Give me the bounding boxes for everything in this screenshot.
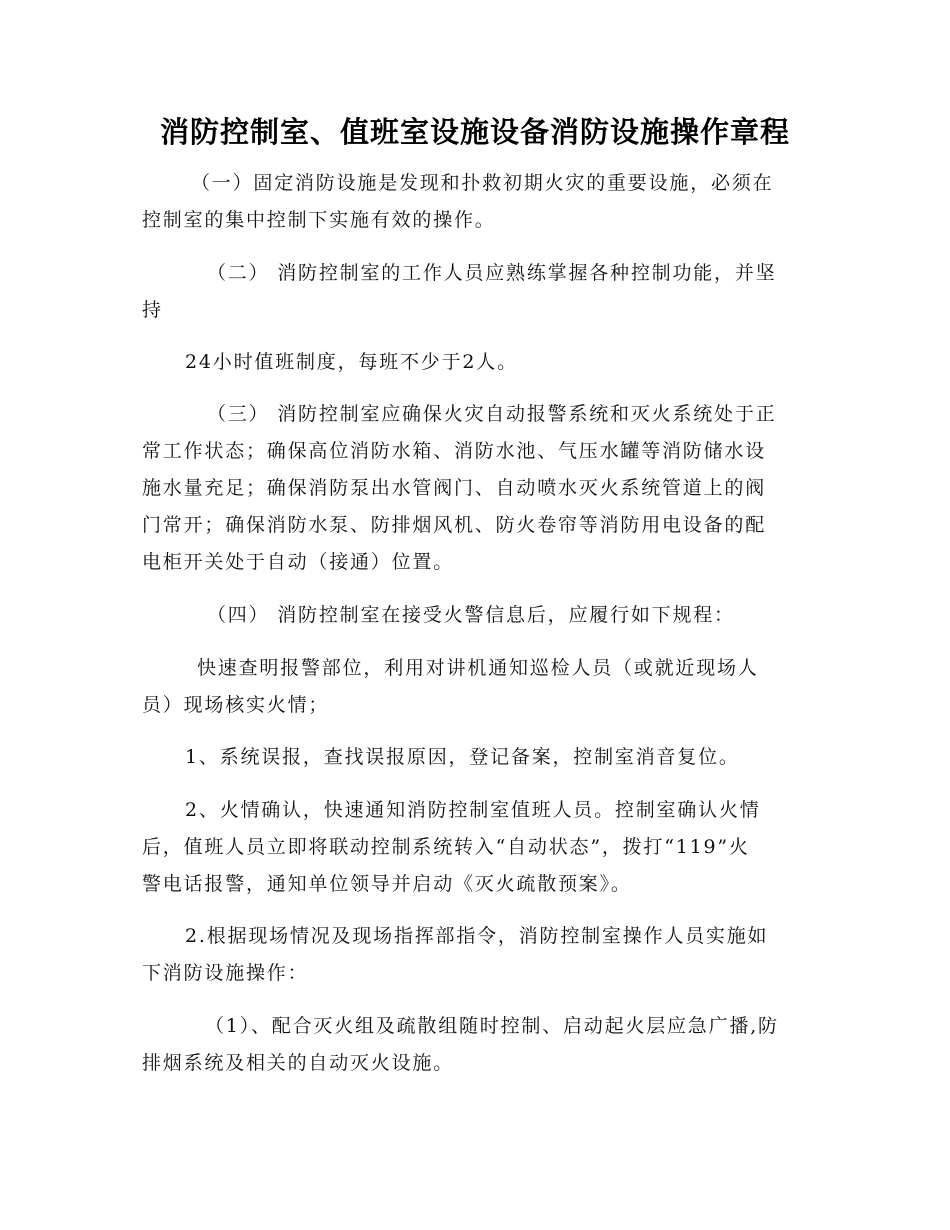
paragraph-8-line-3: 警电话报警，通知单位领导并启动《灭火疏散预案》。 (142, 873, 632, 895)
paragraph-6-line-2: 员）现场核实火情； (142, 694, 330, 716)
paragraph-1-line-1: （一）固定消防设施是发现和扑救初期火灾的重要设施，必须在 (191, 172, 774, 194)
paragraph-2-line-2: 持 (142, 299, 163, 321)
paragraph-10-line-1: （1）、配合灭火组及疏散组随时控制、启动起火层应急广播,防 (205, 1015, 779, 1037)
paragraph-7: 1、系统误报，查找误报原因，登记备案，控制室消音复位。 (185, 746, 740, 768)
paragraph-9-line-2: 下消防设施操作： (142, 962, 309, 984)
paragraph-3: 24小时值班制度，每班不少于2人。 (185, 351, 518, 373)
paragraph-4-line-4: 门常开；确保消防水泵、防排烟风机、防火卷帘等消防用电设备的配 (142, 514, 767, 536)
paragraph-4-line-3: 施水量充足；确保消防泵出水管阀门、自动喷水灭火系统管道上的阀 (142, 477, 767, 499)
paragraph-4-line-2: 常工作状态；确保高位消防水箱、消防水池、气压水罐等消防储水设 (142, 440, 767, 462)
document-title: 消防控制室、值班室设施设备消防设施操作章程 (159, 115, 790, 149)
paragraph-10-line-2: 排烟系统及相关的自动灭火设施。 (142, 1052, 455, 1074)
paragraph-4-line-1: （三） 消防控制室应确保火灾自动报警系统和灭火系统处于正 (207, 403, 777, 425)
paragraph-4-line-5: 电柜开关处于自动（接通）位置。 (142, 551, 455, 573)
paragraph-8-line-2: 后，值班人员立即将联动控制系统转入“自动状态”，拨打“119”火 (142, 836, 750, 858)
paragraph-5: （四） 消防控制室在接受火警信息后，应履行如下规程： (207, 604, 735, 626)
paragraph-6-line-1: 快速查明报警部位，利用对讲机通知巡检人员（或就近现场人 (197, 657, 759, 679)
paragraph-9-line-1: 2.根据现场情况及现场指挥部指令，消防控制室操作人员实施如 (185, 925, 769, 947)
paragraph-8-line-1: 2、火情确认，快速通知消防控制室值班人员。控制室确认火情 (185, 799, 761, 821)
paragraph-1-line-2: 控制室的集中控制下实施有效的操作。 (142, 209, 496, 231)
paragraph-2-line-1: （二） 消防控制室的工作人员应熟练掌握各种控制功能，并坚 (207, 262, 777, 284)
